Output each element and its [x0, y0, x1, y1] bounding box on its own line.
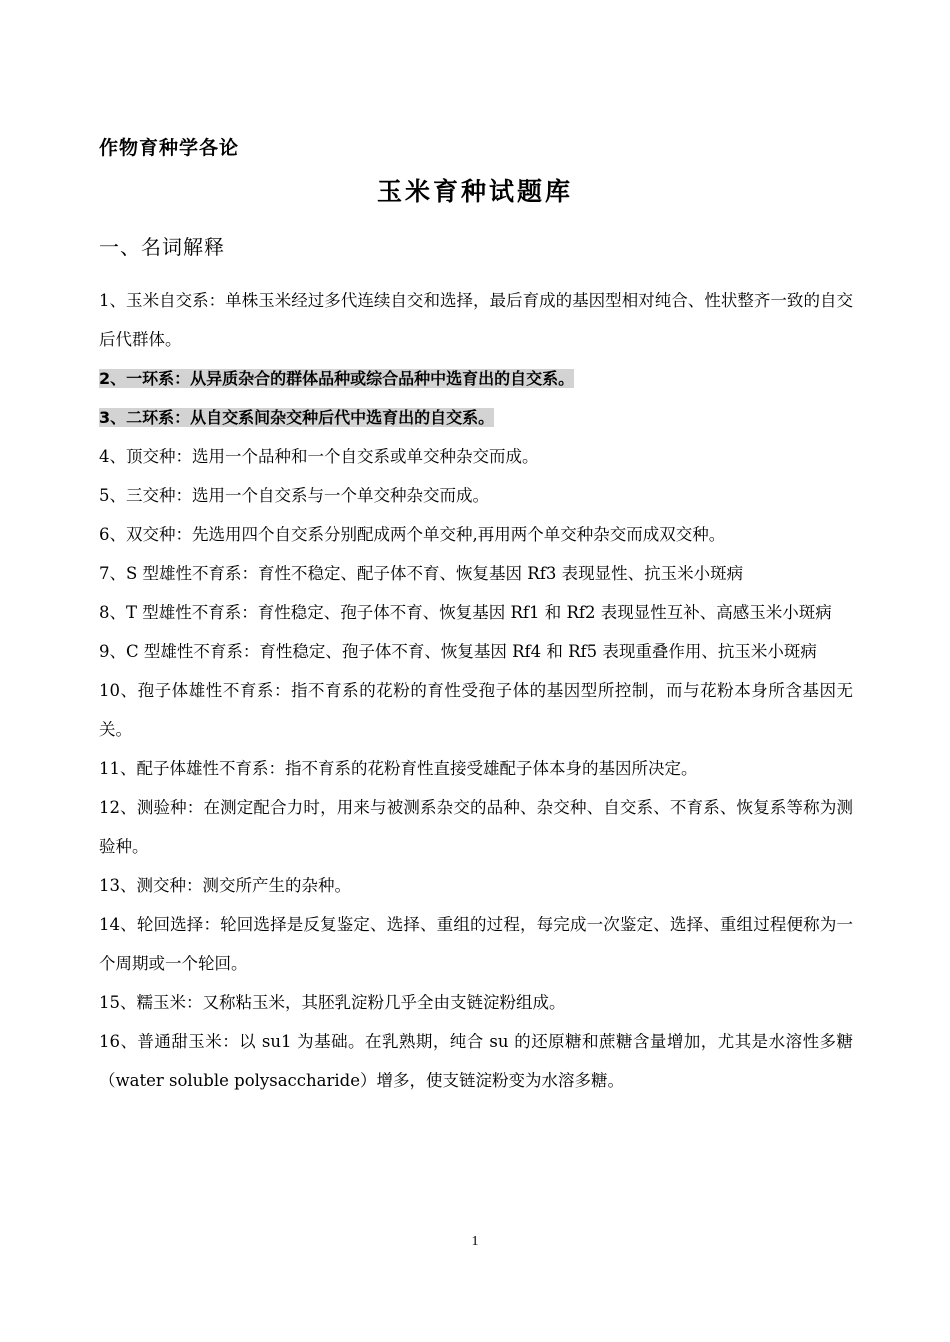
- term-entry-5: 5、三交种：选用一个自交系与一个单交种杂交而成。: [99, 486, 489, 505]
- highlighted-text: 3、二环系：从自交系间杂交种后代中选育出的自交系。: [99, 408, 495, 427]
- term-entry-1: 1、玉米自交系：单株玉米经过多代连续自交和选择，最后育成的基因型相对纯合、性状整齐一致的自交后代群体。: [99, 291, 853, 349]
- document-title: 玉米育种试题库: [376, 177, 573, 206]
- term-entry-10: 10、孢子体雄性不育系：指不育系的花粉的育性受孢子体的基因型所控制，而与花粉本身所含基因无关。: [99, 681, 853, 739]
- term-entry-14: 14、轮回选择：轮回选择是反复鉴定、选择、重组的过程，每完成一次鉴定、选择、重组过程便称为一个周期或一个轮回。: [99, 915, 853, 973]
- term-entry-11: 11、配子体雄性不育系：指不育系的花粉育性直接受雄配子体本身的基因所决定。: [99, 759, 698, 778]
- term-entry-16: 16、普通甜玉米：以 su1 为基础。在乳熟期，纯合 su 的还原糖和蔗糖含量增加，尤其是水溶性多糖（water soluble polysaccharide）增多，使支链淀粉变为水溶多糖。: [99, 1032, 853, 1090]
- term-entry-8: 8、T 型雄性不育系：育性稳定、孢子体不育、恢复基因 Rf1 和 Rf2 表现显性互补、高感玉米小斑病: [99, 603, 832, 622]
- course-title: 作物育种学各论: [99, 137, 240, 159]
- term-entry-13: 13、测交种：测交所产生的杂种。: [99, 876, 351, 895]
- term-entry-12: 12、测验种：在测定配合力时，用来与被测系杂交的品种、杂交种、自交系、不育系、恢复系等称为测验种。: [99, 798, 853, 856]
- section-heading: 一、名词解释: [99, 235, 225, 259]
- highlighted-text: 2、一环系：从异质杂合的群体品种或综合品种中选育出的自交系。: [99, 369, 575, 388]
- term-entry-3: [99, 398, 853, 437]
- term-entry-9: 9、C 型雄性不育系：育性稳定、孢子体不育、恢复基因 Rf4 和 Rf5 表现重叠作用、抗玉米小斑病: [99, 642, 817, 661]
- term-entry-15: 15、糯玉米：又称粘玉米，其胚乳淀粉几乎全由支链淀粉组成。: [99, 993, 566, 1012]
- term-entry-4: 4、顶交种：选用一个品种和一个自交系或单交种杂交而成。: [99, 447, 539, 466]
- term-list: [99, 281, 853, 1100]
- page-number: 1: [471, 1234, 479, 1249]
- term-entry-2: [99, 359, 853, 398]
- term-entry-6: 6、双交种：先选用四个自交系分别配成两个单交种,再用两个单交种杂交而成双交种。: [99, 525, 726, 544]
- term-entry-7: 7、S 型雄性不育系：育性不稳定、配子体不育、恢复基因 Rf3 表现显性、抗玉米小斑病: [99, 564, 744, 583]
